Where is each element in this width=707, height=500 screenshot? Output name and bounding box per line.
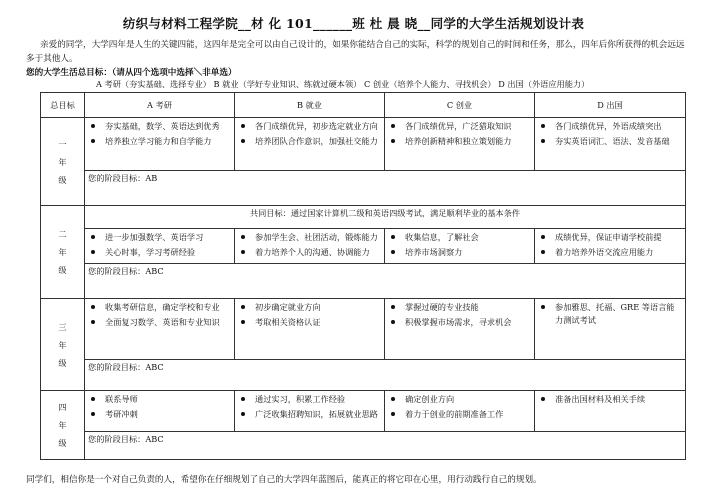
bullet-item: 全面复习数学、英语和专业知识 [88,316,231,329]
bullet-item: 培养独立学习能力和自学能力 [88,135,231,148]
bullet-item: 着力培养外语交流应用能力 [538,246,682,259]
stage-goal: 您的阶段目标：AB [85,171,686,206]
header-chuguo: D 出国 [535,93,686,118]
plan-cell [85,118,235,171]
bullet-item: 掌握过硬的专业技能 [388,301,531,314]
bullet-item: 考取相关资格认证 [238,316,381,329]
plan-body [41,118,686,460]
plan-cell [85,391,235,432]
bullet-item: 通过实习，积累工作经验 [238,393,381,406]
bullet-item: 着力于创业的前期准备工作 [388,408,531,421]
plan-cell [235,118,385,171]
stage-goal-row [41,171,686,206]
plan-cell [385,229,535,264]
bullet-item: 进一步加强数学、英语学习 [88,231,231,244]
year-label: 二 年 级 [41,206,85,299]
bullet-item: 夯实基础，数学、英语达到优秀 [88,120,231,133]
header-jiuye: B 就业 [235,93,385,118]
plan-table [40,92,686,460]
bullet-item: 准备出国材料及相关手续 [538,393,682,406]
plan-cell [235,229,385,264]
bullet-item: 关心时事，学习考研经验 [88,246,231,259]
bullet-list [88,120,231,147]
bullet-list [238,393,381,420]
bullet-list [388,301,531,328]
bullet-item: 成绩优异，保证申请学校前提 [538,231,682,244]
page-title: 纺织与材料工程学院__材 化 101______班 杜 晨 晓__同学的大学生活规划设计表 [122,16,585,31]
plan-cell [535,229,686,264]
bullet-item: 确定创业方向 [388,393,531,406]
bullet-item: 夯实英语词汇、语法、发音基础 [538,135,682,148]
bullet-list [238,120,381,147]
stage-goal: 您的阶段目标：ABC [85,432,686,460]
bullet-list [238,231,381,258]
stage-goal-row [41,432,686,460]
common-goal-row [41,206,686,229]
year-row [41,299,686,360]
bullet-list [88,301,231,328]
overall-goal-heading: 您的大学生活总目标：（请从四个选项中选择＼非单选） [26,68,237,78]
year-row [41,391,686,432]
bullet-item: 各门成绩优异，初步选定就业方向 [238,120,381,133]
bullet-list [538,393,682,406]
common-goal: 共同目标：通过国家计算机二级和英语四级考试，满足顺利毕业的基本条件 [85,206,686,229]
bullet-item: 培养市场洞察力 [388,246,531,259]
bullet-item: 着力培养个人的沟通、协调能力 [238,246,381,259]
plan-cell [385,299,535,360]
bullet-item: 初步确定就业方向 [238,301,381,314]
stage-goal: 您的阶段目标：ABC [85,264,686,299]
year-label: 三 年 级 [41,299,85,391]
bullet-list [388,393,531,420]
footer-note: 同学们，相信你是一个对自己负责的人，希望你在仔细规划了自己的大学四年蓝图后，能真正的将它印在心里，用行动践行自己的规划。 [26,475,542,485]
bullet-list [538,231,682,258]
intro-paragraph: 亲爱的同学，大学四年是人生的关键四能，这四年是完全可以由自己设计的，如果你能结合自己的实际，科学的规划自己的时间和任务，那么，四年后你所获得的机会远远多于其他人。 [26,40,685,64]
bullet-item: 积极掌握市场需求，寻求机会 [388,316,531,329]
bullet-item: 参加学生会、社团活动，锻炼能力 [238,231,381,244]
bullet-item: 考研冲刺 [88,408,231,421]
bullet-list [538,120,682,147]
plan-cell [535,118,686,171]
bullet-item: 培养团队合作意识，加强社交能力 [238,135,381,148]
stage-goal-row [41,360,686,391]
bullet-item: 广泛收集招聘知识，拓展就业思路 [238,408,381,421]
plan-cell [235,391,385,432]
bullet-item: 各门成绩优异，广泛猎取知识 [388,120,531,133]
bullet-item: 联系导师 [88,393,231,406]
plan-cell [385,118,535,171]
bullet-item: 培养创新精神和独立策划能力 [388,135,531,148]
plan-cell [85,299,235,360]
plan-cell [535,391,686,432]
stage-goal-row [41,264,686,299]
year-row [41,229,686,264]
header-chuangye: C 创业 [385,93,535,118]
bullet-list [88,231,231,258]
header-kaoyan: A 考研 [85,93,235,118]
plan-cell [535,299,686,360]
bullet-item: 收集考研信息，确定学校和专业 [88,301,231,314]
goal-options: A 考研（夯实基础、选择专业） B 就业（学好专业知识、练就过硬本领） C 创业（培养个人能力、寻找机会） D 出国（外语应用能力） [96,79,590,89]
plan-cell [85,229,235,264]
year-row [41,118,686,171]
header-overall-goal: 总目标 [41,93,85,118]
plan-cell [235,299,385,360]
bullet-item: 收集信息，了解社会 [388,231,531,244]
bullet-list [388,120,531,147]
year-label: 一 年 级 [41,118,85,206]
stage-goal: 您的阶段目标：ABC [85,360,686,391]
bullet-list [388,231,531,258]
bullet-list [88,393,231,420]
bullet-item: 参加雅思、托福、GRE 等语言能力测试考试 [538,301,682,326]
bullet-item: 各门成绩优异，外语成绩突出 [538,120,682,133]
year-label: 四 年 级 [41,391,85,460]
header-row [41,93,686,118]
plan-cell [385,391,535,432]
bullet-list [238,301,381,328]
bullet-list [538,301,682,326]
